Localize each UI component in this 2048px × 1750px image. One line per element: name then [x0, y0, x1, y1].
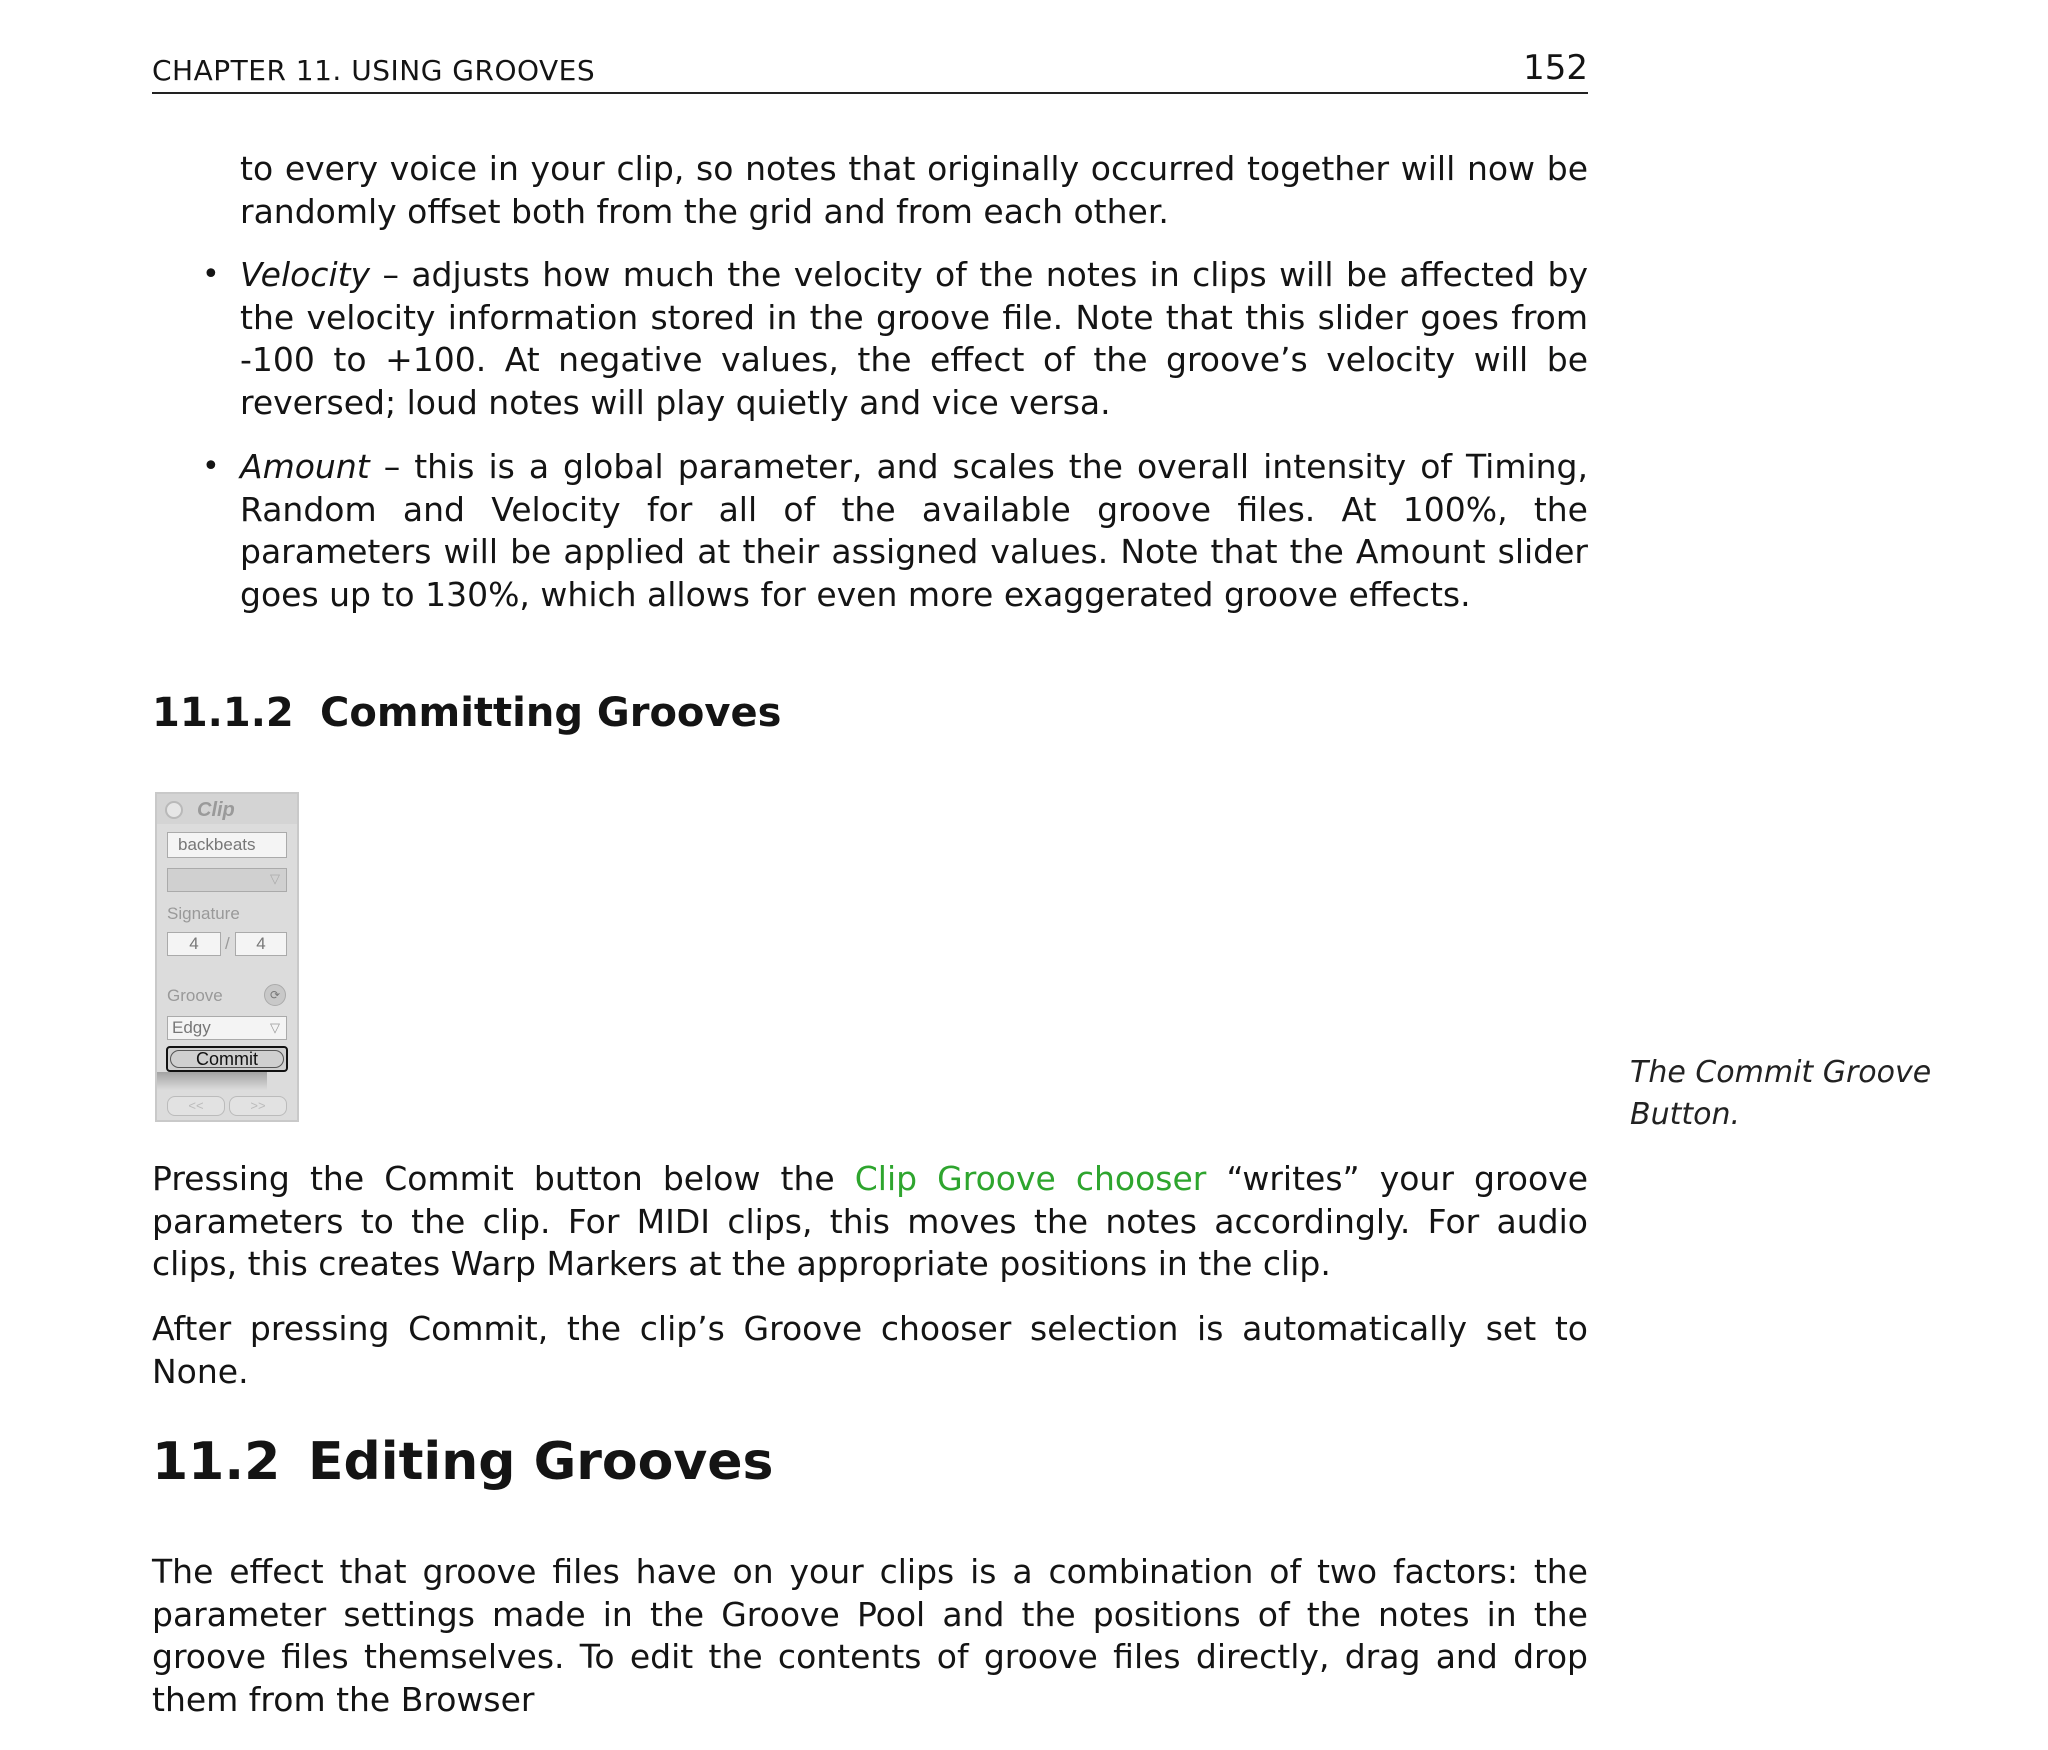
groove-pool-icon[interactable]: ⟳	[264, 984, 286, 1006]
power-icon[interactable]	[165, 801, 183, 819]
clip-name-field[interactable]: backbeats	[167, 832, 287, 858]
nav-forward-button[interactable]: >>	[229, 1096, 287, 1116]
chapter-title: CHAPTER 11. USING GROOVES	[152, 54, 596, 87]
color-chooser[interactable]	[167, 868, 287, 892]
figure-caption: The Commit Groove Button.	[1630, 1055, 1932, 1132]
commit-paragraph-start: Pressing the Commit button below the	[152, 1159, 855, 1198]
continuation-paragraph: to every voice in your clip, so notes that originally occurred together will now be randomly offset both from the grid and from each other.	[240, 149, 1588, 231]
list-item	[202, 254, 1588, 424]
groove-chooser[interactable]	[167, 1016, 287, 1040]
button-shadow	[157, 1072, 267, 1090]
chevron-down-icon: ▽	[270, 1020, 280, 1035]
panel-title: Clip	[197, 799, 235, 821]
bullet-icon: •	[202, 257, 220, 292]
groove-chooser-value: Edgy	[172, 1018, 211, 1037]
nav-back-button[interactable]: <<	[167, 1096, 225, 1116]
signature-separator: /	[225, 934, 230, 953]
subsection-title: Committing Grooves	[320, 690, 782, 736]
list-item-description: – this is a global parameter, and scales the overall intensity of Timing, Random and Velocity for all of the available groove files. At 100%, the parameters will be applied at their assigned values. Note that the Amount slider goes up to 130%, which allows for even more exaggerated groove effects.	[240, 447, 1588, 614]
bullet-icon: •	[202, 449, 220, 484]
commit-button-label: Commit	[196, 1049, 258, 1069]
list-item-text	[240, 254, 1588, 424]
list-item-term: Amount	[240, 447, 370, 486]
section-title: Editing Grooves	[308, 1432, 774, 1492]
clip-groove-chooser-link[interactable]: Clip Groove chooser	[854, 1159, 1207, 1198]
list-item	[202, 446, 1588, 616]
signature-denominator-field[interactable]: 4	[235, 932, 287, 956]
signature-numerator-field[interactable]: 4	[167, 932, 221, 956]
commit-button[interactable]	[166, 1046, 288, 1072]
clip-panel-figure	[155, 792, 299, 1122]
commit-paragraph	[152, 1158, 1588, 1286]
running-header	[152, 46, 1588, 94]
section-number: 11.2	[152, 1432, 281, 1492]
list-item-term: Velocity	[240, 255, 371, 294]
signature-label: Signature	[167, 904, 240, 923]
commit-paragraph-end: “writes” your groove parameters to the clip. For MIDI clips, this moves the notes accordingly. For audio clips, this creates Warp Markers at the appropriate positions in the clip.	[152, 1159, 1588, 1283]
editing-paragraph: The effect that groove files have on your clips is a combination of two factors: the parameter settings made in the Groove Pool and the positions of the notes in the groove files themselves. To edit the contents of groove files directly, drag and drop them from the Browser	[152, 1552, 1588, 1719]
section-heading	[152, 1432, 774, 1492]
subsection-number: 11.1.2	[152, 690, 294, 736]
list-item-description: – adjusts how much the velocity of the notes in clips will be affected by the velocity information stored in the groove file. Note that this slider goes from -100 to +100. At negative values, the effect of the groove’s velocity will be reversed; loud notes will play quietly and vice versa.	[240, 255, 1588, 422]
page-number: 152	[1523, 48, 1588, 88]
panel-title-bar	[157, 794, 297, 824]
subsection-heading	[152, 690, 781, 736]
list-item-text	[240, 446, 1588, 616]
chevron-down-icon: ▽	[270, 871, 280, 886]
groove-label: Groove	[167, 986, 223, 1005]
after-commit-paragraph: After pressing Commit, the clip’s Groove chooser selection is automatically set to None.	[152, 1309, 1588, 1391]
